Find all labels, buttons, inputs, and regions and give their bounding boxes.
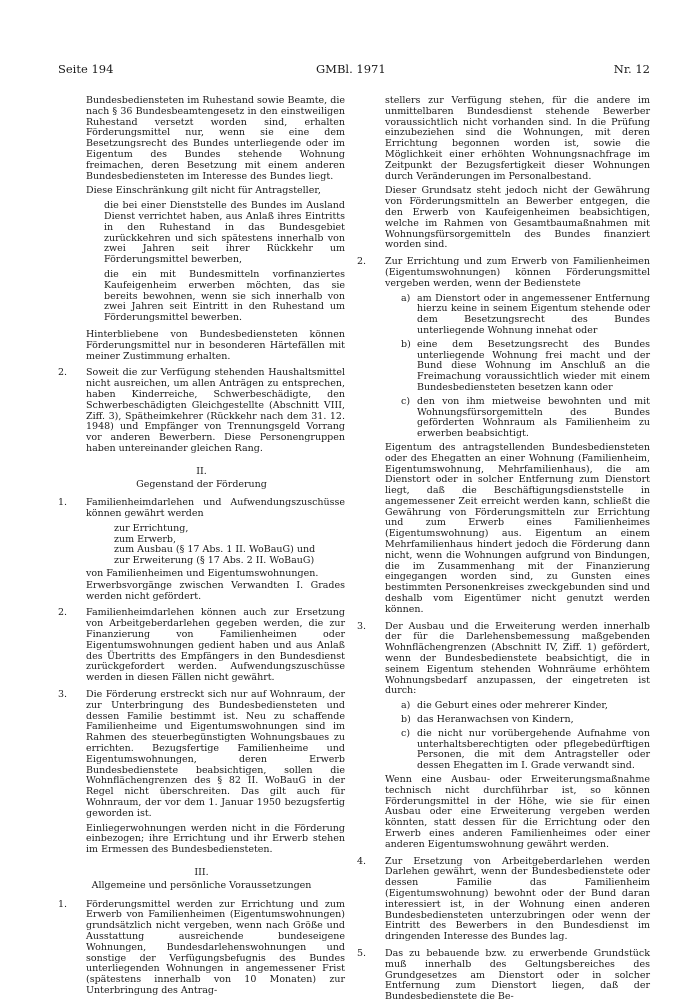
sub-item-text: den von ihm mietweise bewohnten und mit Wohnungsfürsorgemitteln des Bundes geförderten Wohnraum als Familienheim zu erwerben beabsichtigt. [417,395,650,440]
item-text: Familienheimdarlehen und Aufwendungszuschüsse können gewährt werden [86,497,345,520]
paragraph: Hinterbliebene von Bundesbediensteten können Förderungsmittel nur in besonderen Härtefällen mit meiner Zustimmung erhalten. [86,328,345,362]
paragraph: von Familienheimen und Eigentumswohnungen. [86,568,319,580]
list-item [58,498,345,520]
list-item [357,622,650,698]
sub-item-text: das Heranwachsen von Kindern, [417,714,574,726]
page-header [58,62,650,78]
sub-item-text: am Dienstort oder in angemessener Entfernung hierzu keine in seinem Eigentum stehende oder dem Besetzungsrecht des Bundes unterliegende Wohnung innehat oder [417,292,650,336]
issue-number: Nr. 12 [613,62,650,76]
list-item [58,690,345,820]
sub-item [357,294,650,337]
left-column [58,96,345,1001]
purpose-item: zum Erwerb, [114,533,177,545]
item-text: Der Ausbau und die Erweiterung werden innerhalb der für die Darlehensbemessung maßgebenden Wohnflächengrenzen (Abschnitt IV, Ziff. 1) gefördert, wenn der Bundesbedienstete beabsichtigt, die in seinem Eigentum stehenden Wohnräume erhöhtem Wohnungsbedarf anzupassen, der eingetreten ist durch: [385,620,650,697]
paragraph: Eigentum des antragstellenden Bundesbediensteten oder des Ehegatten an einer Wohnung (Familienheim, Eigentumswohnung, Mehrfamilienhaus), die am Dienstort oder in solcher Entfernung zum Dienstort liegt, daß die Beschäftigungsdienststelle in angemessener Zeit erreicht werden kann, schließt die Gewährung von Förderungsmitteln zur Errichtung und zum Erwerb eines Familienheimes (Eigentumswohnung) aus. Eigentum an einem Mehrfamilienhaus hindert jedoch die Förderung dann nicht, wenn die Wohnungen aufgrund von Bindungen, die im Zusammenhang mit der Finanzierung eingegangen worden sind, zu Gunsten eines bestimmten Personenkreises zweckgebunden sind und deshalb vom Eigentümer nicht genutzt werden können. [385,441,650,615]
list-item [357,949,650,1003]
item-number: 1. [58,497,68,509]
sub-item-letter: b) [401,338,411,350]
purpose-item: zur Erweiterung (§ 17 Abs. 2 II. WoBauG) [114,555,315,567]
sub-item [357,397,650,440]
section-title: Allgemeine und persönliche Voraussetzungen [91,879,312,891]
sub-item-letter: a) [401,700,411,712]
sub-item [357,715,650,726]
item-text: Das zu bebauende bzw. zu erwerbende Grundstück muß innerhalb des Geltungsbereiches des Grundgesetzes am Dienstort oder in solcher Entfernung zum Dienstort liegen, daß der Bundesbedienstete die Be- [385,947,650,1003]
purpose-item: zur Errichtung, [114,522,189,534]
list-item [58,368,345,454]
list-item [58,900,345,997]
paragraph: die bei einer Dienststelle des Bundes im Ausland Dienst verrichtet haben, aus Anlaß ihres Eintritts in den Ruhestand in das Bundesgebiet zurückkehren und sich spätestens innerhalb von zwei Jahren seit ihrer Rückkehr um Förderungsmittel bewerben, [104,200,345,266]
item-number: 3. [357,620,367,632]
section-number: III. [194,867,209,878]
item-number: 1. [58,898,68,910]
list-item [58,608,345,684]
sub-item-letter: c) [401,727,411,739]
item-number: 2. [357,256,367,268]
section-number: II. [196,465,207,477]
item-text: Soweit die zur Verfügung stehenden Haushaltsmittel nicht ausreichen, um allen Anträgen zu entsprechen, haben Kinderreiche, Schwerbeschädigte, den Schwerbeschädigten Gleichgestellte (Abschnitt VIII, Ziff. 3), Spätheimkehrer (Rückkehr nach dem 31. 12. 1948) und Empfänger von Trennungsgeld Vorrang vor anderen Bewerbern. Diese Personengruppen haben untereinander gleichen Rang. [86,367,345,454]
purpose-list [114,524,345,567]
sub-item-letter: b) [401,714,411,726]
sub-item-text: die Geburt eines oder mehrerer Kinder, [417,700,608,712]
paragraph: Wenn eine Ausbau- oder Erweiterungsmaßnahme technisch nicht durchführbar ist, so können Förderungsmittel in der Höhe, wie sie für einen Ausbau oder eine Erweiterung vergeben werden könnten, statt dessen für die Errichtung oder den Erwerb eines anderen Familienheimes oder einer anderen Eigentumswohnung gewährt werden. [385,774,650,850]
item-number: 3. [58,689,68,701]
sub-item-text: eine dem Besetzungsrecht des Bundes unterliegende Wohnung frei macht und der Bund diese Wohnung im Anschluß an die Freimachung voraussichtlich wieder mit einem Bundesbediensteten besetzen kann oder [417,338,650,393]
sub-item-letter: a) [401,292,411,304]
paragraph: Erwerbsvorgänge zwischen Verwandten I. Grades werden nicht gefördert. [86,579,345,602]
item-number: 4. [357,855,367,867]
sub-item-text: die nicht nur vorübergehende Aufnahme von unterhaltsberechtigten oder pflegebedürftigen Personen, die mit dem Antragsteller oder dessen Ehegatten im I. Grade verwandt sind. [417,727,650,772]
item-text: Zur Ersetzung von Arbeitgeberdarlehen werden Darlehen gewährt, wenn der Bundesbedienstete oder dessen Familie das Familienheim (Eigentumswohnung) bewohnt oder der Bund daran interessiert ist, in der Wohnung einen anderen Bundesbediensteten unterzubringen oder wenn der Eintritt des Bewerbers in den Bundesdienst im dringenden Interesse des Bundes lag. [385,855,650,943]
item-text: Die Förderung erstreckt sich nur auf Wohnraum, der zur Unterbringung des Bundesbediensteten und dessen Familie bestimmt ist. Neu zu schaffende Familienheime und Eigentumswohnungen sind im Rahmen des steuerbegünstigten Wohnungsbaues zu errichten. Bezugsfertige Familienheime und Eigentumswohnungen, deren Erwerb Bundesbedienstete beabsichtigen, sollen die Wohnflächengrenzen des § 82 II. WoBauG in der Regel nicht überschreiten. Das gilt auch für Wohnraum, der vor dem 1. Januar 1950 bezugsfertig geworden ist. [86,689,345,819]
paragraph: Einliegerwohnungen werden nicht in die Förderung einbezogen; ihre Errichtung und ihr Erwerb stehen im Ermessen des Bundesbediensteten. [86,822,345,856]
paragraph: die ein mit Bundesmitteln vorfinanziertes Kaufeigenheim erwerben möchten, das sie bereits bewohnen, wenn sie sich innerhalb von zwei Jahren seit Eintritt in den Ruhestand um Förderungsmittel bewerben. [104,268,345,324]
purpose-item: zum Ausbau (§ 17 Abs. 1 II. WoBauG) und [114,544,316,556]
section-title: Gegenstand der Förderung [136,478,267,490]
item-text: Familienheimdarlehen können auch zur Ersetzung von Arbeitgeberdarlehen gegeben werden, die zur Finanzierung von Familienheimen oder Eigentumswohnungen gedient haben und aus Anlaß des Übertritts des Empfängers in den Bundesdienst zurückgefordert werden. Aufwendungszuschüsse werden in diesen Fällen nicht gewährt. [86,607,345,684]
page-number: Seite 194 [58,62,114,76]
sub-item [357,701,650,712]
journal-title: GMBl. 1971 [316,62,386,76]
sub-item [357,340,650,394]
item-text: Förderungsmittel werden zur Errichtung und zum Erwerb von Familienheimen (Eigentumswohnungen) grundsätzlich nicht vergeben, wenn nach Größe und Ausstattung ausreichende bundeseigene Wohnungen, Bundesdarlehenswohnungen und sonstige der Verfügungsbefugnis des Bundes unterliegenden Wohnungen in angemessener Frist (spätestens innerhalb von 10 Monaten) zur Unterbringung des Antrag- [86,898,345,996]
item-text: Zur Errichtung und zum Erwerb von Familienheimen (Eigentumswohnungen) können Förderungsmittel vergeben werden, wenn der Bedienstete [385,256,650,289]
list-item [357,257,650,289]
list-item [357,857,650,943]
item-number: 2. [58,367,68,379]
paragraph: Diese Einschränkung gilt nicht für Antragsteller, [86,185,321,197]
sub-item-letter: c) [401,395,411,407]
paragraph: stellers zur Verfügung stehen, für die andere im unmittelbaren Bundesdienst stehende Bewerber voraussichtlich nicht vorhanden sind. In die Prüfung einzubeziehen sind die Wohnungen, mit deren Errichtung begonnen worden ist, sowie die Möglichkeit einer erhöhten Wohnungsnachfrage im Zeitpunkt der Bezugsfertigkeit dieser Wohnungen durch Veränderungen im Personalbestand. [385,95,650,182]
sub-item [357,729,650,772]
item-number: 2. [58,607,68,619]
paragraph: Dieser Grundsatz steht jedoch nicht der Gewährung von Förderungsmitteln an Bewerber entgegen, die den Erwerb von Kaufeigenheimen beabsichtigen, welche im Rahmen von Gesamtbaumaßnahmen mit Wohnungsfürsorgemitteln des Bundes finanziert worden sind. [385,185,650,251]
paragraph: Bundesbediensteten im Ruhestand sowie Beamte, die nach § 36 Bundesbeamtengesetz in den einstweiligen Ruhestand versetzt worden sind, erhalten Förderungsmittel nur, wenn sie eine dem Besetzungsrecht des Bundes unterliegende oder im Eigentum des Bundes stehende Wohnung freimachen, deren Besetzung mit einem anderen Bundesbediensteten im Interesse des Bundes liegt. [86,95,345,182]
item-number: 5. [357,947,367,959]
right-column [357,96,650,1007]
